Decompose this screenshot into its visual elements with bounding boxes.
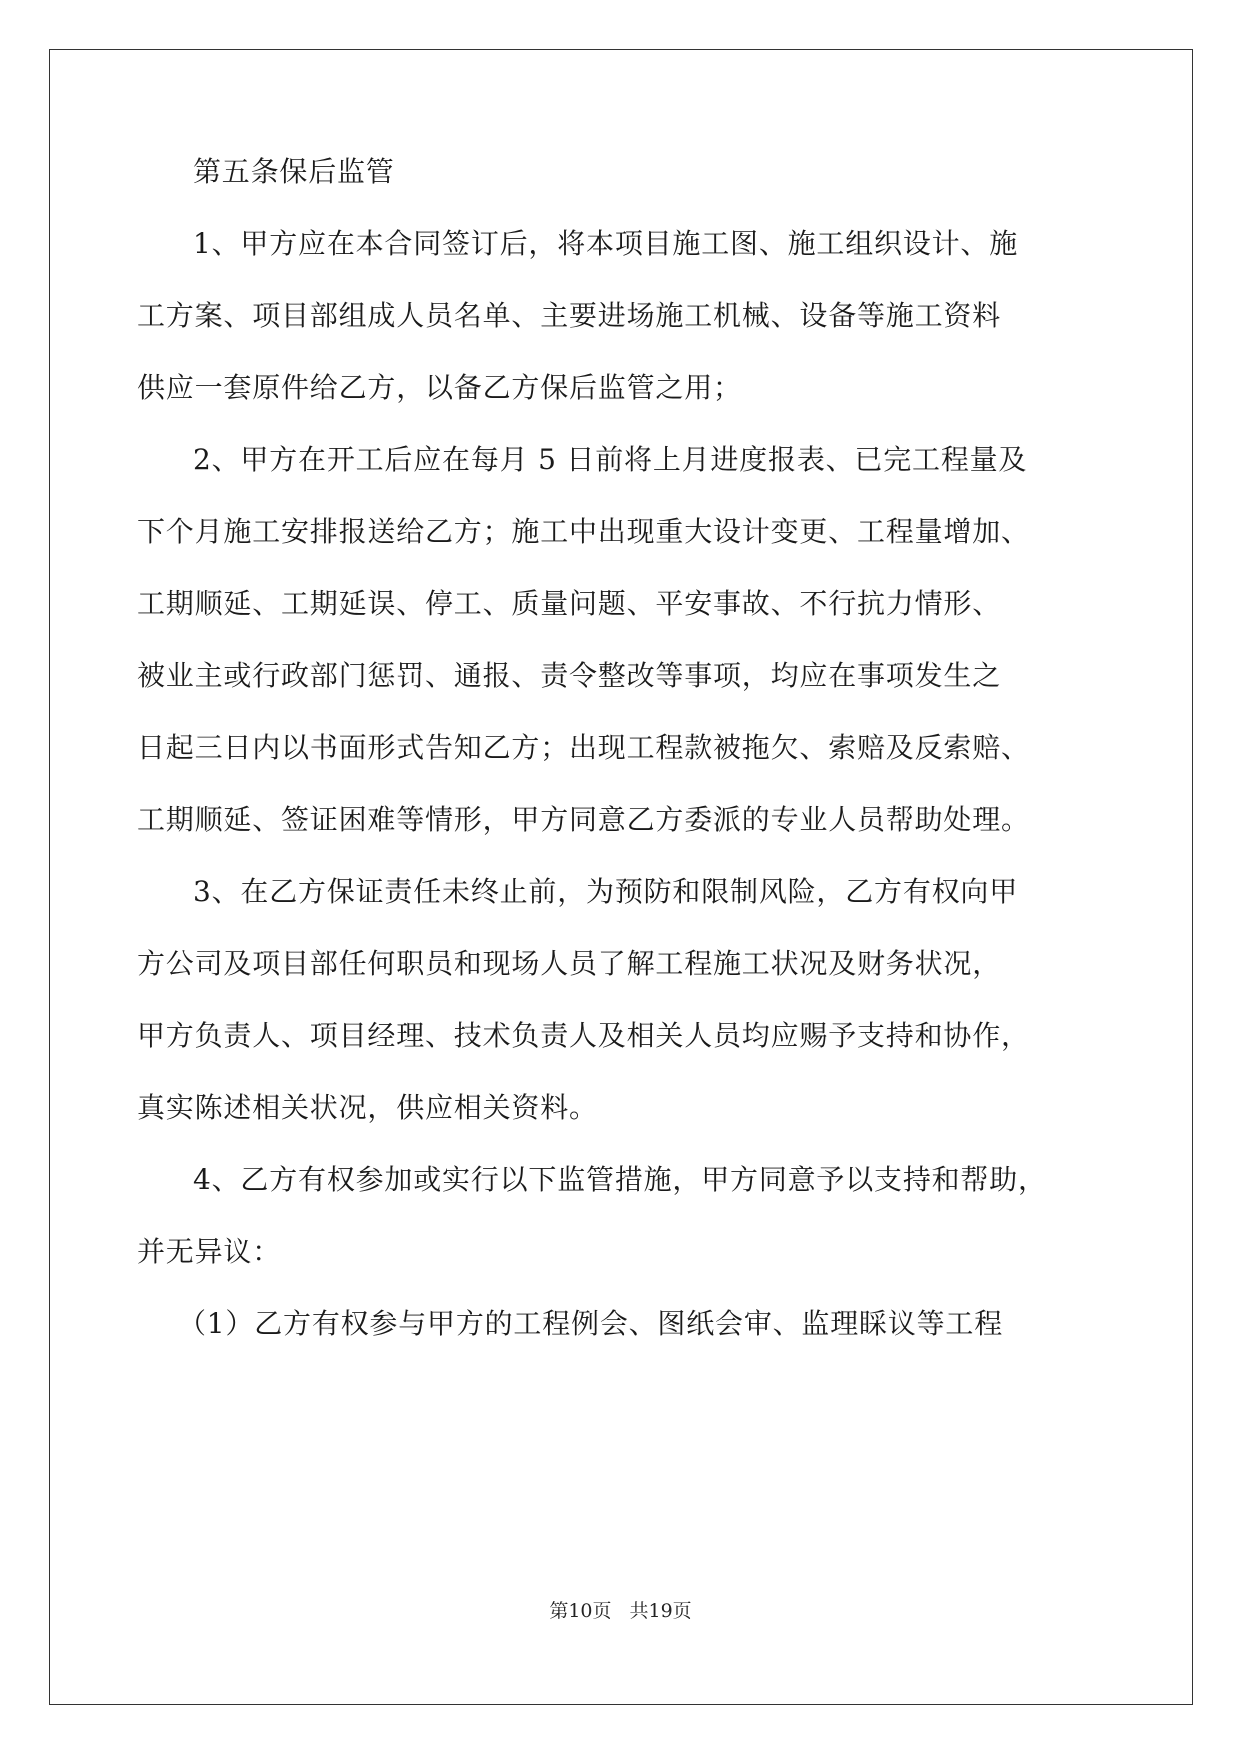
paragraph-line: 甲方负责人、项目经理、技术负责人及相关人员均应赐予支持和协作， (137, 1019, 1030, 1052)
paragraph-line: 供应一套原件给乙方，以备乙方保后监管之用； (137, 371, 742, 404)
paragraph-line: 真实陈述相关状况，供应相关资料。 (137, 1091, 598, 1124)
paragraph-line: 工期顺延、签证困难等情形，甲方同意乙方委派的专业人员帮助处理。 (137, 803, 1030, 836)
paragraph-line: 工期顺延、工期延误、停工、质量问题、平安事故、不行抗力情形、 (137, 587, 1002, 620)
paragraph-line: 工方案、项目部组成人员名单、主要进场施工机械、设备等施工资料 (137, 299, 1002, 332)
paragraph-line: 2、甲方在开工后应在每月 5 日前将上月进度报表、已完工程量及 (193, 443, 1028, 476)
paragraph-line: 4、乙方有权参加或实行以下监管措施，甲方同意予以支持和帮助， (193, 1163, 1047, 1196)
paragraph-line: 并无异议： (137, 1235, 282, 1268)
section-heading: 第五条保后监管 (193, 155, 395, 188)
paragraph-line: （1）乙方有权参与甲方的工程例会、图纸会审、监理睬议等工程 (178, 1307, 1004, 1340)
paragraph-line: 方公司及项目部任何职员和现场人员了解工程施工状况及财务状况， (137, 947, 1002, 980)
paragraph-line: 日起三日内以书面形式告知乙方；出现工程款被拖欠、索赔及反索赔、 (137, 731, 1030, 764)
paragraph-line: 下个月施工安排报送给乙方；施工中出现重大设计变更、工程量增加、 (137, 515, 1030, 548)
page-total: 共19页 (629, 1600, 692, 1622)
paragraph-line: 被业主或行政部门惩罚、通报、责令整改等事项，均应在事项发生之 (137, 659, 1002, 692)
page-number: 第10页 (549, 1600, 612, 1622)
paragraph-line: 3、在乙方保证责任未终止前，为预防和限制风险，乙方有权向甲 (193, 875, 1019, 908)
paragraph-line: 1、甲方应在本合同签订后，将本项目施工图、施工组织设计、施 (193, 227, 1019, 260)
page-footer (0, 1599, 1241, 1623)
